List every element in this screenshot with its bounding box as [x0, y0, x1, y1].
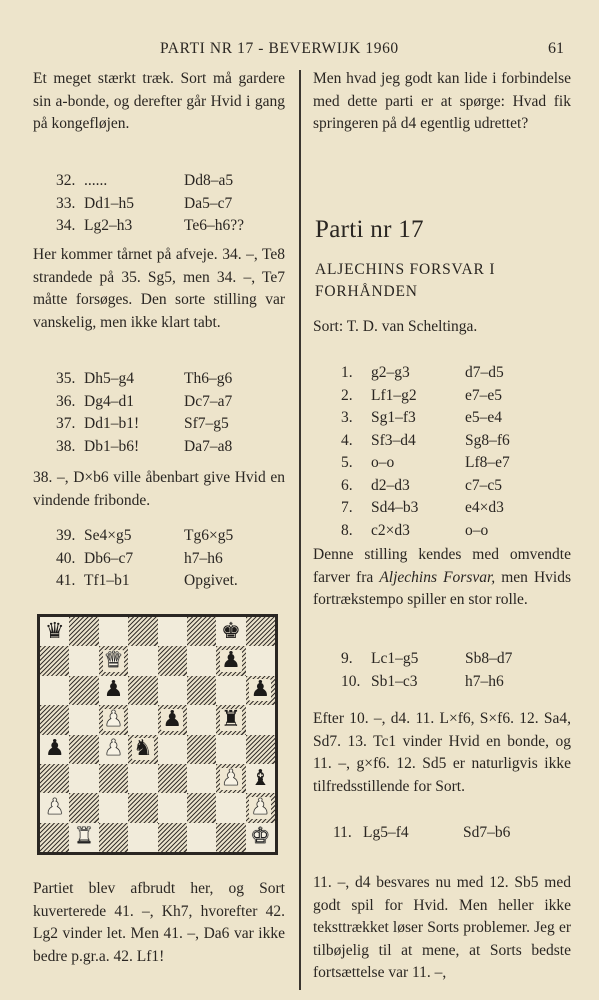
white-pawn-icon: ♟	[103, 736, 124, 762]
white-move: Lg5–f4	[363, 824, 409, 841]
move-row	[56, 193, 286, 216]
square-g1	[216, 823, 245, 852]
square-b2	[69, 793, 98, 822]
black-move: o–o	[465, 521, 489, 539]
move-row	[56, 170, 286, 193]
white-move: c2×d3	[371, 521, 410, 539]
square-c8	[99, 617, 128, 646]
white-move: Sb1–c3	[371, 672, 418, 690]
players-line: Sort: T. D. van Scheltinga.	[313, 318, 478, 335]
white-move: Tf1–b1	[84, 572, 130, 589]
white-move: Sg1–f3	[371, 409, 416, 426]
square-a5	[40, 705, 69, 734]
chess-diagram	[37, 614, 278, 855]
square-g6	[216, 676, 245, 705]
square-c7	[99, 646, 128, 675]
move-number: 2.	[341, 386, 353, 404]
move-row	[341, 362, 561, 385]
move-number: 37.	[56, 415, 76, 432]
white-move: Lc1–g5	[371, 650, 419, 667]
move-number: 8.	[341, 521, 353, 539]
square-e8	[158, 617, 187, 646]
square-b7	[69, 646, 98, 675]
white-pawn-icon: ♟	[250, 794, 271, 820]
square-f5	[187, 705, 216, 734]
square-f4	[187, 735, 216, 764]
white-move: Se4×g5	[84, 527, 132, 544]
square-f2	[187, 793, 216, 822]
opening-name-line-2: FORHÅNDEN	[315, 283, 418, 300]
white-move: Db6–c7	[84, 549, 134, 567]
right-intro-paragraph: Men hvad jeg godt kan lide i forbindelse med dette parti er at spørge: Hvad fik springeren på d4 egentlig udrettet?	[313, 70, 571, 132]
white-move: Db1–b6!	[84, 437, 140, 455]
white-move: d2–d3	[371, 476, 410, 494]
black-bishop-icon: ♝	[250, 765, 271, 791]
comment-text: Denne stilling kendes med omvendte farver fra	[313, 546, 571, 586]
square-b5	[69, 705, 98, 734]
black-move: Lf8–e7	[465, 454, 510, 471]
black-pawn-icon: ♟	[162, 706, 183, 732]
square-b1	[69, 823, 98, 852]
square-b3	[69, 764, 98, 793]
square-a7	[40, 646, 69, 675]
move-row	[56, 413, 286, 436]
running-title: PARTI NR 17 - BEVERWIJK 1960	[160, 40, 399, 57]
move-row	[341, 452, 561, 475]
square-e4	[158, 735, 187, 764]
move-number: 38.	[56, 437, 76, 455]
black-knight-icon: ♞	[132, 736, 153, 762]
move-list-9-10	[341, 648, 561, 693]
black-pawn-icon: ♟	[103, 677, 124, 703]
white-king-icon: ♚	[250, 824, 271, 850]
move-number: 6.	[341, 476, 353, 494]
move-number: 4.	[341, 431, 353, 449]
white-move: ......	[84, 172, 108, 189]
move-number: 33.	[56, 194, 76, 212]
opening-reference: Aljechins Forsvar,	[379, 568, 496, 586]
left-comment-1: Her kommer tårnet på afveje. 34. –, Te8 strandede på 35. Sg5, men 34. –, Te7 måtte forsøges. Den sorte stilling var vanskelig, men ikke klart tabt.	[33, 246, 285, 331]
square-h7	[246, 646, 275, 675]
white-move: Dd1–h5	[84, 194, 134, 212]
square-b4	[69, 735, 98, 764]
left-closing-paragraph: Partiet blev afbrudt her, og Sort kuverterede 41. –, Kh7, hvorefter 42. Lg2 vinder let. Men 41. –, Da6 var ikke bedre p.gr.a. 42. Lf1!	[33, 880, 285, 965]
move-row	[56, 548, 286, 571]
black-move: Dd8–a5	[184, 172, 234, 189]
opening-name-line-1: ALJECHINS FORSVAR I	[315, 261, 496, 278]
white-move: Dh5–g4	[84, 370, 134, 387]
black-move: e7–e5	[465, 386, 503, 404]
move-row	[341, 430, 561, 453]
move-number: 39.	[56, 527, 76, 544]
white-move: Lf1–g2	[371, 386, 417, 404]
black-move: Sg8–f6	[465, 431, 510, 449]
black-move: d7–d5	[465, 364, 504, 381]
page-number: 61	[548, 40, 564, 57]
black-move: Opgivet.	[184, 572, 238, 589]
black-move: Sf7–g5	[184, 415, 229, 432]
square-e7	[158, 646, 187, 675]
black-pawn-icon: ♟	[221, 648, 241, 674]
move-row	[341, 497, 561, 520]
comment-text: men Hvids fortrækstempo spiller en stor rolle.	[313, 568, 572, 608]
move-row	[56, 525, 286, 548]
move-row	[341, 407, 561, 430]
black-pawn-icon: ♟	[44, 736, 65, 762]
move-number: 34.	[56, 217, 76, 234]
square-d1	[128, 823, 157, 852]
page-header	[0, 40, 599, 66]
square-c2	[99, 793, 128, 822]
move-row	[341, 520, 561, 543]
square-h1	[246, 823, 275, 852]
square-d2	[128, 793, 157, 822]
move-row	[341, 475, 561, 498]
square-h5	[246, 705, 275, 734]
square-a3	[40, 764, 69, 793]
white-rook-icon: ♜	[74, 824, 94, 850]
move-row	[341, 671, 561, 694]
square-g4	[216, 735, 245, 764]
right-comment-3: 11. –, d4 besvares nu med 12. Sb5 med godt spil for Hvid. Men heller ikke teksttrækket løser Sorts problemer. Jeg er tilbøjelig til at mene, at Sorts bedste fortsættelse var 11. –,	[313, 874, 571, 981]
square-g5	[216, 705, 245, 734]
square-a2	[40, 793, 69, 822]
black-move: Th6–g6	[184, 370, 233, 387]
square-b6	[69, 676, 98, 705]
left-comment-2: 38. –, D×b6 ville åbenbart give Hvid en vindende fribonde.	[33, 469, 285, 509]
black-move: Tg6×g5	[184, 527, 234, 544]
black-move: Sd7–b6	[463, 824, 511, 841]
square-d7	[128, 646, 157, 675]
black-rook-icon: ♜	[221, 706, 241, 732]
square-b8	[69, 617, 98, 646]
move-row	[56, 391, 286, 414]
move-number: 10.	[341, 672, 361, 690]
black-move: Dc7–a7	[184, 392, 233, 410]
square-g8	[216, 617, 245, 646]
opening-name	[315, 259, 573, 303]
square-h2	[246, 793, 275, 822]
move-number: 1.	[341, 364, 353, 381]
white-move: Dg4–d1	[84, 392, 134, 410]
square-g3	[216, 764, 245, 793]
white-move: Lg2–h3	[84, 217, 133, 234]
square-e2	[158, 793, 187, 822]
move-list-11	[333, 822, 563, 845]
right-comment-1	[313, 544, 571, 612]
square-c5	[99, 705, 128, 734]
square-a6	[40, 676, 69, 705]
black-move: Sb8–d7	[465, 650, 513, 667]
square-f3	[187, 764, 216, 793]
white-move: Sd4–b3	[371, 499, 419, 516]
square-c6	[99, 676, 128, 705]
black-move: h7–h6	[465, 672, 504, 690]
square-e3	[158, 764, 187, 793]
black-move: Te6–h6??	[184, 217, 245, 234]
move-number: 35.	[56, 370, 76, 387]
move-number: 7.	[341, 499, 353, 516]
column-divider	[299, 70, 301, 990]
square-g2	[216, 793, 245, 822]
square-e1	[158, 823, 187, 852]
move-row	[333, 822, 563, 845]
black-move: e4×d3	[465, 499, 504, 516]
white-move: o–o	[371, 454, 395, 471]
square-h4	[246, 735, 275, 764]
move-row	[341, 385, 561, 408]
square-f7	[187, 646, 216, 675]
black-pawn-icon: ♟	[250, 677, 271, 703]
move-row	[56, 436, 286, 459]
square-c1	[99, 823, 128, 852]
square-c4	[99, 735, 128, 764]
white-move: Dd1–b1!	[84, 415, 140, 432]
move-number: 40.	[56, 549, 76, 567]
square-h3	[246, 764, 275, 793]
game-title: Parti nr 17	[315, 216, 424, 243]
white-move: Sf3–d4	[371, 431, 416, 449]
move-number: 36.	[56, 392, 76, 410]
square-d5	[128, 705, 157, 734]
square-h6	[246, 676, 275, 705]
move-number: 41.	[56, 572, 76, 589]
black-move: Da5–c7	[184, 194, 233, 212]
square-h8	[246, 617, 275, 646]
square-d3	[128, 764, 157, 793]
move-row	[56, 368, 286, 391]
black-king-icon: ♚	[221, 618, 241, 644]
move-number: 9.	[341, 650, 353, 667]
move-list-35-38	[56, 368, 286, 458]
move-number: 5.	[341, 454, 353, 471]
square-f1	[187, 823, 216, 852]
right-comment-2: Efter 10. –, d4. 11. L×f6, S×f6. 12. Sa4, Sd7. 13. Tc1 vinder Hvid en bonde, og 11. –, g×f6. 12. Sd5 er naturligvis ikke tilfredsstillende for Sort.	[313, 710, 571, 795]
square-d8	[128, 617, 157, 646]
left-intro-paragraph: Et meget stærkt træk. Sort må gardere sin a-bonde, og derefter går Hvid i gang på kongefløjen.	[33, 70, 285, 132]
move-row	[56, 570, 286, 593]
square-c3	[99, 764, 128, 793]
black-move: h7–h6	[184, 549, 223, 567]
square-f8	[187, 617, 216, 646]
move-number: 3.	[341, 409, 353, 426]
square-f6	[187, 676, 216, 705]
square-e6	[158, 676, 187, 705]
move-number: 32.	[56, 172, 76, 189]
square-d6	[128, 676, 157, 705]
white-pawn-icon: ♟	[221, 765, 241, 791]
black-move: Da7–a8	[184, 437, 233, 455]
square-e5	[158, 705, 187, 734]
white-move: g2–g3	[371, 364, 410, 381]
move-list-32-34	[56, 170, 286, 238]
black-queen-icon: ♛	[44, 618, 65, 644]
white-pawn-icon: ♟	[44, 794, 65, 820]
black-move: e5–e4	[465, 409, 503, 426]
move-row	[56, 215, 286, 238]
square-d4	[128, 735, 157, 764]
move-list-39-41	[56, 525, 286, 593]
square-a4	[40, 735, 69, 764]
black-move: c7–c5	[465, 476, 503, 494]
square-a8	[40, 617, 69, 646]
move-number: 11.	[333, 824, 352, 841]
move-row	[341, 648, 561, 671]
white-queen-icon: ♛	[103, 648, 124, 674]
square-a1	[40, 823, 69, 852]
white-pawn-icon: ♟	[103, 706, 124, 732]
move-list-1-8	[341, 362, 561, 542]
square-g7	[216, 646, 245, 675]
